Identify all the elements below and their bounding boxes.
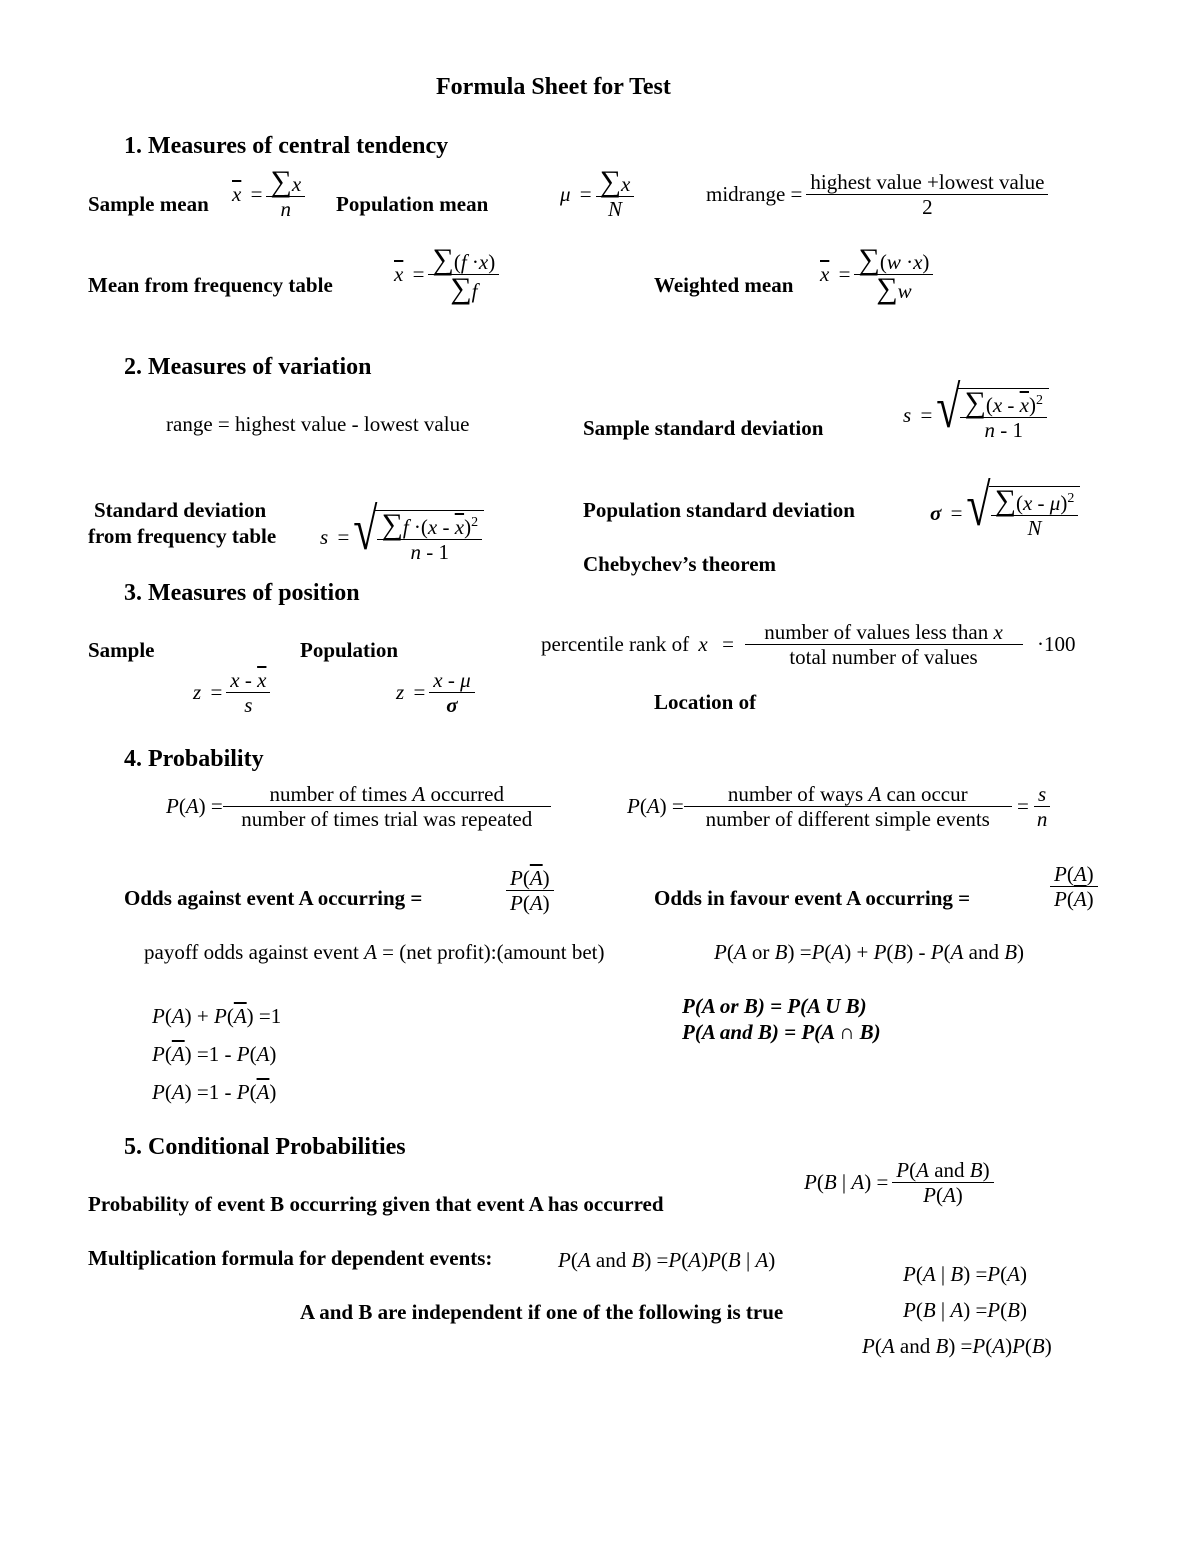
section-position: 3. Measures of position [124, 580, 360, 606]
formula-indep-1: P(A | B) =P(A) [903, 1262, 1027, 1286]
formula-odds-against: $\frac{P(\overline{A})}{P(A)}$ [506, 866, 554, 915]
formula-percentile-rank: percentile rank of x = $\frac{\text{number of values less than x}}{\text{total number of values}}$ ·100 [541, 620, 1076, 670]
formula-p-classical: P(A) = $\frac{\text{number of ways A can occur}}{\text{number of different simple events}}$ = $\frac{s}{n}$ [627, 782, 1051, 831]
formula-and-intersect: P(A and B) = P(A ∩ B) [682, 1020, 881, 1044]
formula-addition-rule: P(A or B) =P(A) + P(B) - P(A and B) [714, 940, 1025, 964]
formula-complement-2: $P(\overline{A}) =1 - P(A)$ [152, 1042, 277, 1066]
label-location: Location of [654, 690, 757, 714]
formula-sample-mean: $\overline{x}$ = $\frac{\sum x}{n}$ [232, 168, 305, 221]
formula-pop-sd: σ = √ $\frac{\sum(x - \mu)^2}{N}$ [930, 486, 1080, 540]
label-sample: Sample [88, 638, 155, 662]
page-title: Formula Sheet for Test [436, 74, 671, 100]
label-odds-favour: Odds in favour event A occurring = [654, 886, 971, 910]
label-freq-mean: Mean from frequency table [88, 273, 333, 297]
formula-indep-2: P(B | A) =P(B) [903, 1298, 1027, 1322]
formula-complement-3: $P(A) =1 - P(\overline{A})$ [152, 1080, 277, 1104]
formula-population-mean: μ = $\frac{\sum x}{N}$ [560, 168, 634, 221]
formula-odds-favour: $\frac{P(A)}{P(\overline{A})}$ [1050, 862, 1098, 911]
formula-freq-mean: $\overline{x}$ = $\frac{\sum(f \cdot x)}{\sum f}$ [394, 246, 499, 303]
label-independent: A and B are independent if one of the following is true [300, 1300, 784, 1324]
formula-midrange: midrange = $\frac{\text{highest value +lowest value}}{2}$ [706, 170, 1048, 219]
section-conditional: 5. Conditional Probabilities [124, 1134, 406, 1160]
formula-multiplication: P(A and B) =P(A)P(B | A) [558, 1248, 776, 1272]
label-sd-freq-1: Standard deviation [94, 498, 267, 522]
formula-payoff-odds: payoff odds against event A = (net profit):(amount bet) [144, 940, 605, 964]
formula-conditional: P(B | A) = $\frac{\text{P(A and B)}}{P(A)}$ [804, 1158, 994, 1207]
section-variation: 2. Measures of variation [124, 354, 372, 380]
label-weighted-mean: Weighted mean [654, 273, 794, 297]
formula-z-sample: z = $\frac{x - \overline{x}}{s}$ [193, 668, 270, 717]
formula-sample-sd: s = √ $\frac{\sum(x - \overline{x})^2}{n - 1}$ [903, 388, 1049, 442]
label-conditional-desc: Probability of event B occurring given that event A has occurred [88, 1192, 664, 1216]
label-population: Population [300, 638, 399, 662]
section-probability: 4. Probability [124, 746, 264, 772]
formula-weighted-mean: $\overline{x}$ = $\frac{\sum(w \cdot x)}{\sum w}$ [820, 246, 933, 303]
label-sample-sd: Sample standard deviation [583, 416, 824, 440]
label-odds-against: Odds against event A occurring = [124, 886, 423, 910]
formula-complement-1: $P(A) + P(\overline{A}) =1$ [152, 1004, 282, 1028]
label-pop-sd: Population standard deviation [583, 498, 855, 522]
label-sample-mean: Sample mean [88, 192, 209, 216]
formula-indep-3: P(A and B) =P(A)P(B) [862, 1334, 1052, 1358]
formula-sd-freq: s = √ $\frac{\sum f \cdot(x - \overline{x})^2}{n - 1}$ [320, 510, 484, 564]
formula-range: range = highest value - lowest value [166, 412, 470, 436]
label-mult-formula: Multiplication formula for dependent events: [88, 1246, 493, 1270]
label-sd-freq-2: from frequency table [88, 524, 277, 548]
label-chebychev: Chebychev’s theorem [583, 552, 777, 576]
section-central-tendency: 1. Measures of central tendency [124, 133, 449, 159]
label-population-mean: Population mean [336, 192, 489, 216]
formula-z-population: z = $\frac{x - \mu}{\sigma}$ [396, 668, 475, 717]
formula-or-union: P(A or B) = P(A U B) [682, 994, 867, 1018]
formula-p-empirical: P(A) = $\frac{\text{number of times A occurred}}{\text{number of times trial was repeated}}$ [166, 782, 547, 831]
